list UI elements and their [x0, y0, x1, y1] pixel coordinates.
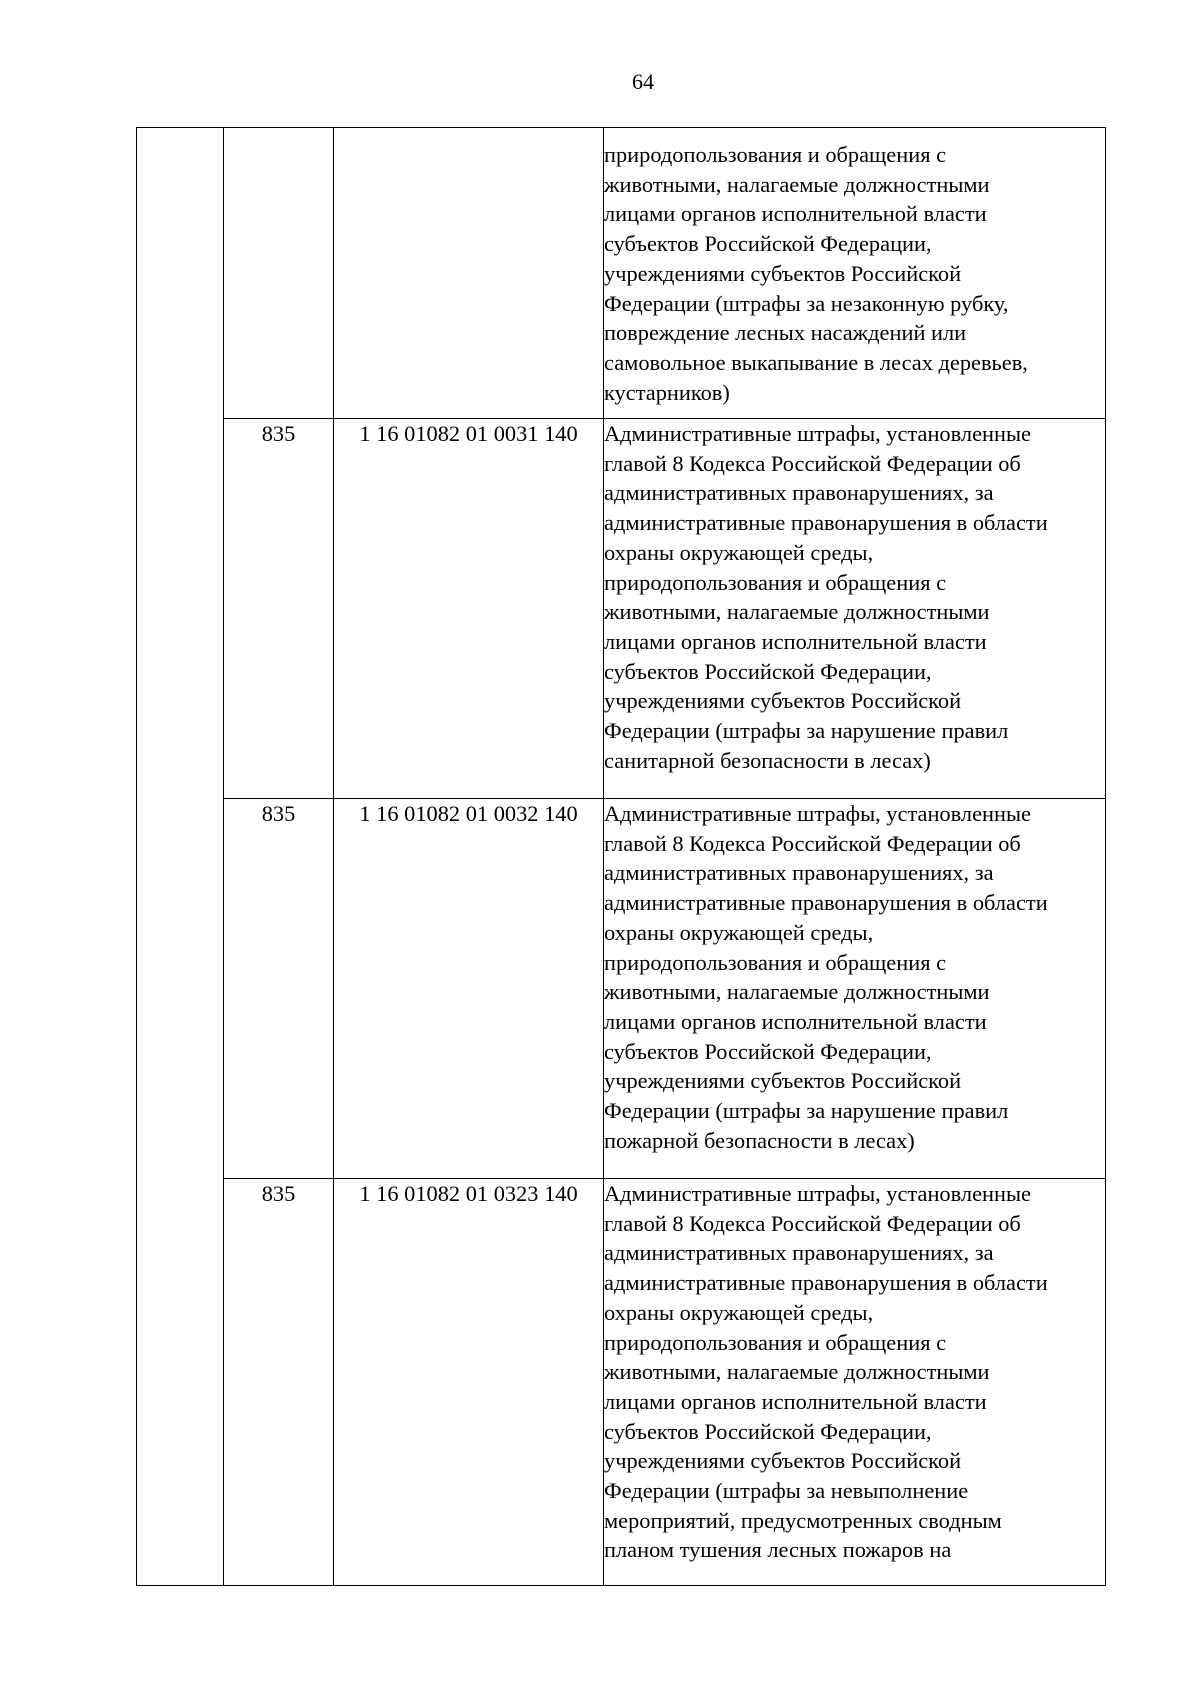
- description-cell: [604, 419, 1106, 799]
- description-line: природопользования и обращения с: [604, 569, 947, 595]
- empty-first-column-cell: [137, 128, 224, 1586]
- description-line: животными, налагаемые должностными: [604, 1359, 990, 1385]
- description-line: планом тушения лесных пожаров на: [604, 1537, 952, 1563]
- description-line: самовольное выкапывание в лесах деревьев,: [604, 349, 1028, 375]
- budget-code-cell: [334, 128, 604, 419]
- description-line: животными, налагаемые должностными: [604, 171, 990, 197]
- description-line: учреждениями субъектов Российской: [604, 260, 962, 286]
- description-line: административные правонарушения в области: [604, 890, 1048, 916]
- table-row: [137, 419, 1106, 799]
- description-line: повреждение лесных насаждений или: [604, 320, 967, 346]
- description-line: кустарников): [604, 379, 730, 405]
- page-number: 64: [632, 69, 654, 94]
- description-line: главой 8 Кодекса Российской Федерации об: [604, 830, 1021, 856]
- description-line: лицами органов исполнительной власти: [604, 628, 987, 654]
- description-line: природопользования и обращения с: [604, 949, 947, 975]
- description-line: Административные штрафы, установленные: [604, 421, 1031, 446]
- description-line: лицами органов исполнительной власти: [604, 1008, 987, 1034]
- description-line: субъектов Российской Федерации,: [604, 658, 932, 684]
- description-line: охраны окружающей среды,: [604, 1299, 874, 1325]
- description-line: субъектов Российской Федерации,: [604, 1038, 932, 1064]
- admin-code-cell: 835: [224, 1179, 334, 1586]
- budget-code-cell: 1 16 01082 01 0031 140: [334, 419, 604, 799]
- description-line: административные правонарушения в области: [604, 510, 1048, 536]
- description-line: охраны окружающей среды,: [604, 919, 874, 945]
- description-line: административные правонарушения в области: [604, 1270, 1048, 1296]
- table-row: [137, 1179, 1106, 1586]
- description-line: административных правонарушениях, за: [604, 480, 994, 506]
- description-line: учреждениями субъектов Российской: [604, 688, 962, 714]
- description-line: животными, налагаемые должностными: [604, 599, 990, 625]
- description-cell: [604, 128, 1106, 419]
- description-line: мероприятий, предусмотренных сводным: [604, 1507, 1002, 1533]
- description-cell: [604, 799, 1106, 1179]
- budget-code-cell: 1 16 01082 01 0032 140: [334, 799, 604, 1179]
- description-line: животными, налагаемые должностными: [604, 979, 990, 1005]
- admin-code-cell: [224, 128, 334, 419]
- description-line: охраны окружающей среды,: [604, 539, 874, 565]
- description-line: учреждениями субъектов Российской: [604, 1068, 962, 1094]
- description-line: Федерации (штрафы за незаконную рубку,: [604, 290, 1009, 316]
- description-line: Федерации (штрафы за нарушение правил: [604, 1098, 1009, 1124]
- table-row: [137, 799, 1106, 1179]
- description-line: административных правонарушениях, за: [604, 860, 994, 886]
- description-line: пожарной безопасности в лесах): [604, 1127, 915, 1153]
- description-line: главой 8 Кодекса Российской Федерации об: [604, 450, 1021, 476]
- description-line: Федерации (штрафы за нарушение правил: [604, 718, 1009, 744]
- table-row: [137, 128, 1106, 419]
- description-line: лицами органов исполнительной власти: [604, 1388, 987, 1414]
- budget-code-cell: 1 16 01082 01 0323 140: [334, 1179, 604, 1586]
- description-line: субъектов Российской Федерации,: [604, 231, 932, 257]
- admin-code-cell: 835: [224, 419, 334, 799]
- description-line: учреждениями субъектов Российской: [604, 1448, 962, 1474]
- description-line: лицами органов исполнительной власти: [604, 201, 987, 227]
- description-line: природопользования и обращения с: [604, 142, 947, 167]
- admin-code-cell: 835: [224, 799, 334, 1179]
- description-cell: [604, 1179, 1106, 1586]
- description-line: Федерации (штрафы за невыполнение: [604, 1478, 969, 1504]
- description-line: Административные штрафы, установленные: [604, 1181, 1031, 1206]
- description-line: санитарной безопасности в лесах): [604, 747, 931, 773]
- revenue-codes-table: [136, 127, 1106, 1586]
- description-line: административных правонарушениях, за: [604, 1240, 994, 1266]
- description-line: природопользования и обращения с: [604, 1329, 947, 1355]
- description-line: Административные штрафы, установленные: [604, 801, 1031, 826]
- description-line: субъектов Российской Федерации,: [604, 1418, 932, 1444]
- description-line: главой 8 Кодекса Российской Федерации об: [604, 1210, 1021, 1236]
